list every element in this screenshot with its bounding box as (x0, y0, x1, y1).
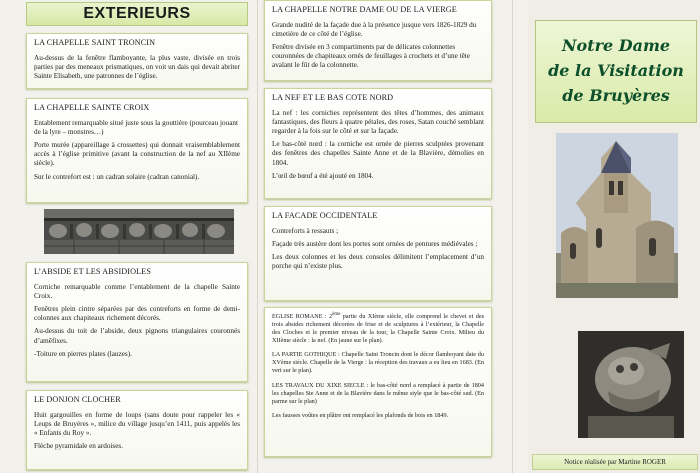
page-title: EXTERIEURS (26, 2, 248, 26)
section-heading: LE DONJON CLOCHER (34, 395, 121, 404)
section-text: Fenêtres plein cintre séparées par des contreforts en forme de demi-colonnes aux chapiteaux richement décorés. (34, 304, 240, 323)
xixe-text: LES TRAVAUX DU XIXE SIECLE : le bas-côté nord a remplacé à partie de 1804 les chapelles Ste Anne et de la Blavière dans le même style que le bas-côté sud. (En parme sur le plan) (272, 381, 484, 405)
section-text: Au-dessus du toit de l’abside, deux pignons triangulaires couronnés d’amêfixes. (34, 327, 240, 345)
section-text: Entablement remarquable situé juste sous la gouttière (pourceau jouant de la lyre – monstres…) (34, 118, 238, 136)
section-text: Corniche remarquable comme l’entablement de la chapelle Sainte Croix. (34, 282, 240, 300)
church-photo (556, 133, 678, 298)
section-text: La nef : les corniches représentent des têtes d’hommes, des animaux fantastiques, des fleurs à quatre pétales, des roses, Satan couché semblant regarder à la fois sur le côté et sur la façade. (272, 108, 484, 135)
section-text: Sur le contrefort est : un cadran solaire (cadran canonial). (34, 172, 200, 181)
section-text: Au-dessus de la fenêtre flamboyante, la plus vaste, divisée en trois parties par des meneaux prismatiques, on voit un dais qui devait abriter Sainte Elisabeth, une patronnes de l’église. (34, 53, 240, 80)
voutes-text: Les fausses voûtes en plâtre ont remplacé les plafonds de bois en 1849. (272, 411, 449, 419)
section-text: Grande nudité de la façade due à la présence jusque vers 1826-1829 du cimetière de ce côté de l’église. (272, 20, 477, 38)
section-text: Façade très austère dont les portes sont ornées de pentures médiévales ; (272, 239, 478, 248)
section-heading: LA NEF ET LE BAS COTE NORD (272, 93, 394, 102)
section-heading: L’ABSIDE ET LES ABSIDIOLES (34, 267, 152, 276)
section-text: Flèche pyramidale en ardoises. (34, 442, 124, 451)
cover-title (535, 20, 697, 123)
gargoyle-photo (578, 331, 684, 438)
section-text: Fenêtre divisée en 3 compartiments par de délicates colonnettes couronnées de chapiteaux ornés de feuillages à crochets et d’une tête avalant le fût de la colonnette. (272, 42, 470, 70)
section-text: Le bas-côté nord : la corniche est ornée de pierres sculptées provenant des fenêtres des chapelles Sainte Anne et de la Blavière, démolies en 1804. (272, 140, 484, 167)
cover-title-line: de Bruyères (562, 85, 670, 105)
notice-credit: Notice réalisée par Martine ROGER (532, 454, 698, 470)
section-porche (264, 0, 492, 81)
section-heading: LA FACADE OCCIDENTALE (272, 211, 378, 220)
fold-line (257, 0, 258, 473)
section-text: L’œil de bœuf a été ajouté en 1804. (272, 171, 374, 180)
section-text: Les deux colonnes et les deux consoles délimitent l’emplacement d’un porche qui n’existe plus. (272, 252, 484, 271)
fold-line (512, 0, 513, 473)
section-heading: LA CHAPELLE SAINT TRONCIN (34, 38, 156, 47)
section-text: Porte murée (appareillage à crossettes) qui donnait vraisemblablement accès à l’église primitive (avant la construction de la nef au XIIème siècle). (34, 140, 240, 168)
section-donjon (26, 390, 248, 470)
section-sainte-croix (26, 98, 248, 203)
section-styles (264, 307, 492, 457)
cornice-photo (44, 209, 234, 254)
section-heading: LA CHAPELLE NOTRE DAME OU DE LA VIERGE (272, 5, 457, 14)
gothique-text: LA PARTIE GOTHIQUE : Chapelle Saint Troncin dont le décor flamboyant date du XVème siècle. Chapelle de la Vierge : la réception des travaux a eu lieu en 1683. (En vert sur le plan). (272, 351, 484, 375)
section-text: Huit gargouilles en forme de loups (sans doute pour rappeler les « Leups de Bruyères », milice du village jusqu’en 1411, puis appelés les « Enfants du Roy ». (34, 410, 240, 437)
section-text: -Toiture en pierres plates (lauzes). (34, 349, 132, 358)
cover-title-line: de la Visitation (548, 61, 684, 81)
section-nef (264, 88, 492, 199)
section-saint-troncin (26, 33, 248, 89)
section-text: Contreforts à ressauts ; (272, 226, 339, 235)
section-abside (26, 262, 248, 382)
romane-text: EGLISE ROMANE : 2ème partie du XIème siècle, elle comprend le chevet et des trois absides richement décorées de frise et de sculptures à l’extérieur, la Chapelle des Cloches et le premier niveau de la tour, la Chapelle Sainte Croix. Milieu du XIIème siècle : la nef. (En jaune sur le plan). (272, 312, 484, 345)
section-heading: LA CHAPELLE SAINTE CROIX (34, 103, 150, 112)
cover-title-line: Notre Dame (561, 36, 671, 56)
section-facade (264, 206, 492, 301)
